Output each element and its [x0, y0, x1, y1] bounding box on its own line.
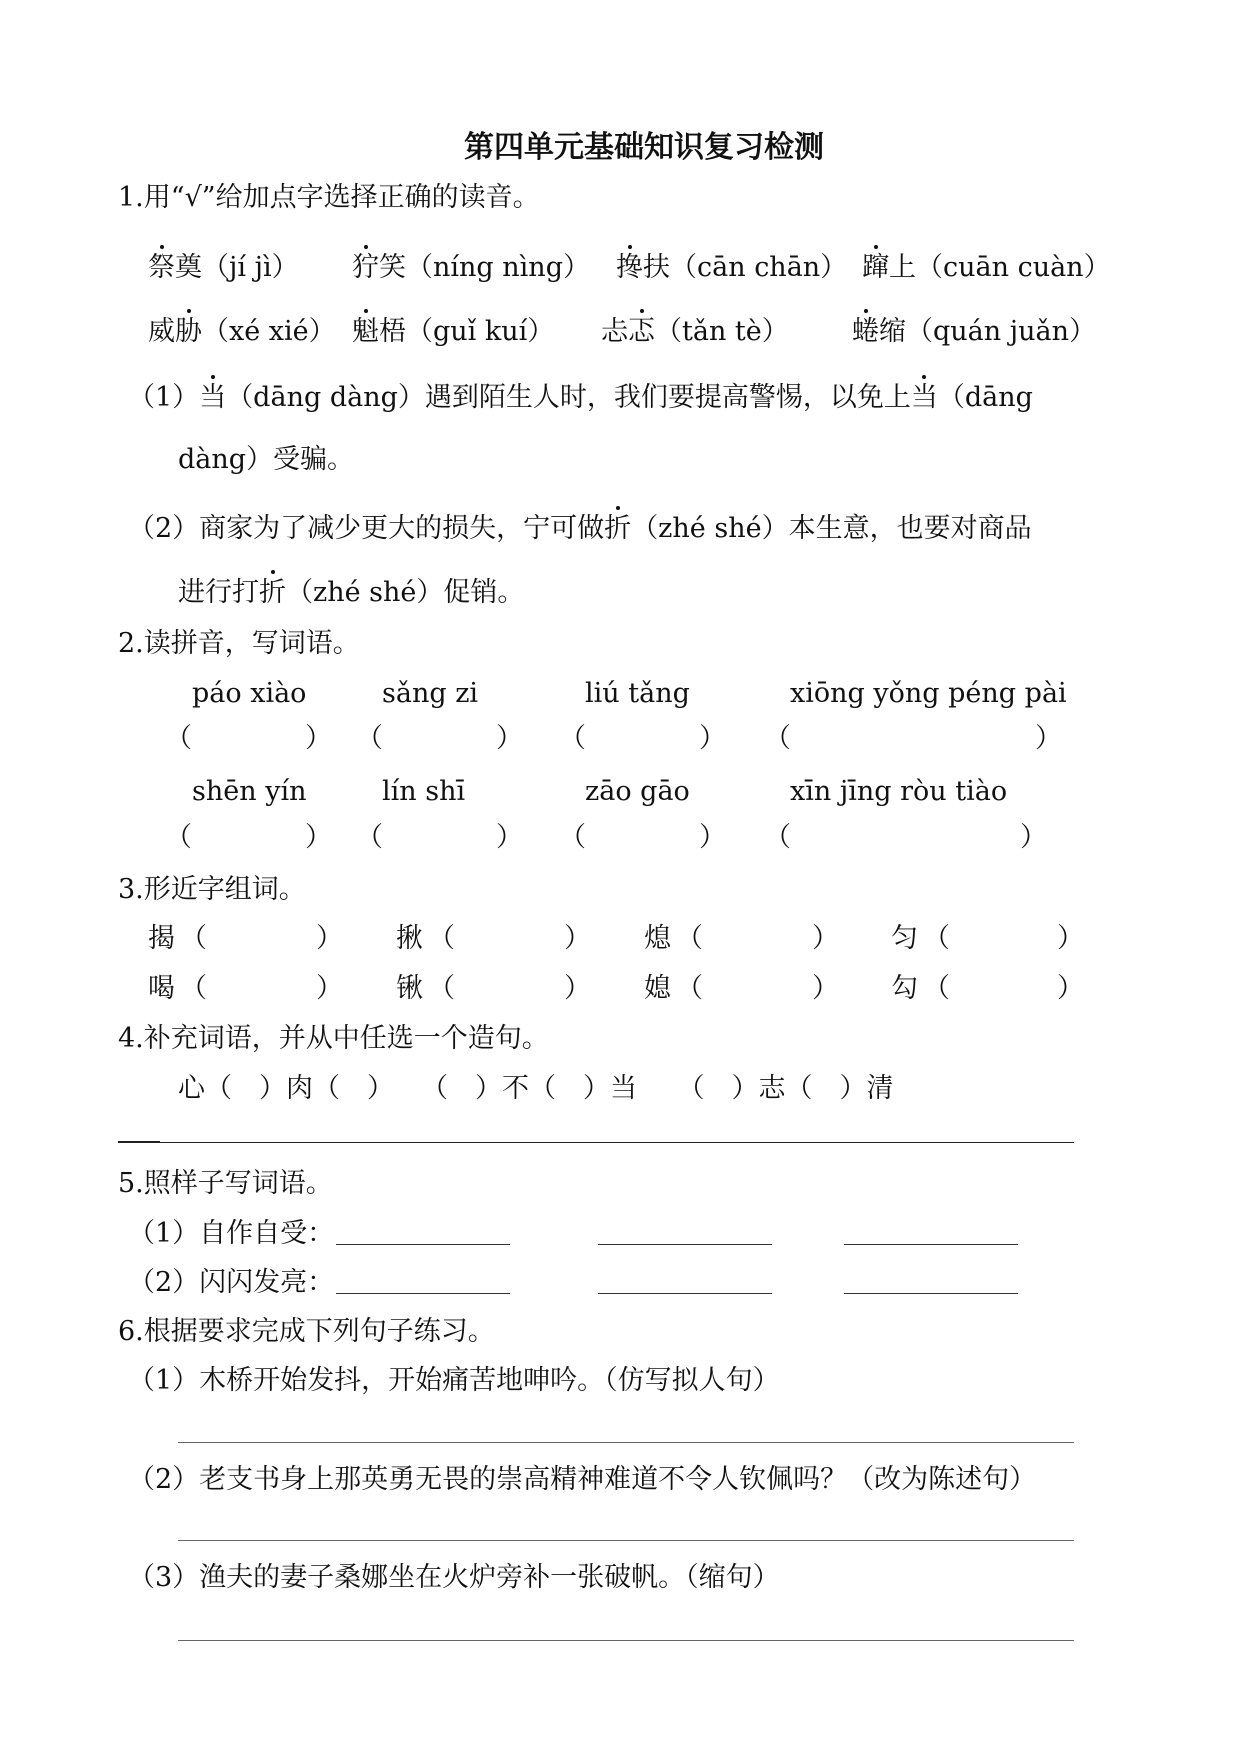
- answer-bracket-open: （: [923, 923, 950, 954]
- pinyin-prompt: shēn yín: [192, 776, 307, 807]
- answer-bracket-close: ）: [564, 973, 591, 1004]
- q5-example-2: （2）闪闪发亮：: [128, 1267, 335, 1298]
- answer-bracket-close: ）: [699, 723, 726, 754]
- q6-prompt-3: （3）渔夫的妻子桑娜坐在火炉旁补一张破帆。（缩句）: [128, 1562, 780, 1593]
- answer-bracket-close: ）: [496, 723, 523, 754]
- idiom-blanks: 心（ ）肉（ ） （ ）不（ ）当 （ ）志（ ）清: [178, 1073, 894, 1104]
- q1-item-5: 威胁（xé xié）: [148, 316, 336, 347]
- pinyin-options: （jí jì）: [202, 252, 299, 283]
- answer-bracket-close: ）: [812, 973, 839, 1004]
- pinyin-options: （tǎn tè）: [655, 316, 789, 347]
- char-prompt: 勾: [891, 973, 918, 1004]
- answer-bracket-open: （: [180, 923, 207, 954]
- q1-item-8: 蜷缩（quán juǎn）: [852, 316, 1096, 347]
- answer-bracket-open: （: [180, 973, 207, 1004]
- pinyin-options: （guǐ kuí）: [406, 316, 555, 347]
- q1-item-7: 忐忑（tǎn tè）: [601, 316, 789, 347]
- dotted-char: 魁: [352, 316, 379, 347]
- question-5-heading: 5.照样子写词语。: [118, 1168, 333, 1199]
- question-3-heading: 3.形近字组词。: [118, 874, 306, 905]
- answer-bracket-open: （: [165, 822, 192, 853]
- answer-bracket-open: （: [356, 822, 383, 853]
- pinyin-prompt: zāo gāo: [585, 776, 690, 807]
- answer-line: [178, 1442, 1074, 1443]
- question-6-heading: 6.根据要求完成下列句子练习。: [118, 1316, 495, 1347]
- q1-item-2: 狞笑（níng nìng）: [352, 252, 590, 283]
- answer-bracket-close: ）: [1057, 923, 1084, 954]
- answer-bracket-close: ）: [564, 923, 591, 954]
- answer-bracket-close: ）: [316, 973, 343, 1004]
- answer-bracket-open: （: [559, 723, 586, 754]
- answer-bracket-close: ）: [812, 923, 839, 954]
- answer-bracket-close: ）: [305, 822, 332, 853]
- pinyin-prompt: xiōng yǒng péng pài: [790, 678, 1067, 709]
- q1-sentence-1: （1）当（dāng dàng）遇到陌生人时，我们要提高警惕，以免上当（dāng: [128, 382, 1033, 413]
- q6-prompt-2: （2）老支书身上那英勇无畏的崇高精神难道不令人钦佩吗？（改为陈述句）: [128, 1464, 1037, 1495]
- q1-item-4: 蹿上（cuān cuàn）: [862, 252, 1111, 283]
- char-prompt: 锹: [396, 973, 423, 1004]
- answer-line: [178, 1540, 1074, 1541]
- answer-bracket-close: ）: [305, 723, 332, 754]
- answer-line: [598, 1293, 772, 1294]
- pinyin-options: （níng nìng）: [406, 252, 590, 283]
- char-prompt: 喝: [148, 973, 175, 1004]
- answer-line: [336, 1293, 510, 1294]
- answer-line: [844, 1293, 1018, 1294]
- q5-example-1: （1）自作自受：: [128, 1218, 335, 1249]
- pinyin-options: （quán juǎn）: [906, 316, 1096, 347]
- answer-bracket-open: （: [676, 973, 703, 1004]
- dotted-char: 狞: [352, 252, 379, 283]
- answer-bracket-open: （: [165, 723, 192, 754]
- question-2-heading: 2.读拼音，写词语。: [118, 628, 360, 659]
- pinyin-options: （xé xié）: [202, 316, 336, 347]
- answer-line: [844, 1244, 1018, 1245]
- q1-item-3: 搀扶（cān chān）: [616, 252, 848, 283]
- q1-sentence-1-cont: dàng）受骗。: [178, 444, 355, 475]
- dotted-char: 蹿: [862, 252, 889, 283]
- answer-bracket-open: （: [923, 973, 950, 1004]
- answer-line: [118, 1142, 1074, 1143]
- page-title: 第四单元基础知识复习检测: [464, 130, 824, 165]
- q1-sentence-2: （2）商家为了减少更大的损失，宁可做折（zhé shé）本生意，也要对商品: [128, 513, 1032, 544]
- char-prompt: 揪: [396, 923, 423, 954]
- dotted-char: 搀: [616, 252, 643, 283]
- answer-line: [598, 1244, 772, 1245]
- answer-bracket-open: （: [559, 822, 586, 853]
- pinyin-prompt: páo xiào: [192, 678, 307, 709]
- answer-bracket-close: ）: [699, 822, 726, 853]
- dotted-char: 忑: [628, 316, 655, 347]
- answer-bracket-close: ）: [1035, 723, 1062, 754]
- q6-prompt-1: （1）木桥开始发抖，开始痛苦地呻吟。（仿写拟人句）: [128, 1365, 780, 1396]
- dotted-char: 祭: [148, 252, 175, 283]
- char-prompt: 熄: [644, 923, 671, 954]
- q1-item-1: 祭奠（jí jì）: [148, 252, 299, 283]
- dotted-char: 折: [604, 513, 632, 544]
- question-4-heading: 4.补充词语，并从中任选一个造句。: [118, 1023, 549, 1054]
- answer-bracket-open: （: [428, 923, 455, 954]
- pinyin-prompt: liú tǎng: [585, 678, 690, 709]
- dotted-char: 折: [259, 577, 286, 608]
- dotted-char: 蜷: [852, 316, 879, 347]
- dotted-char: 当: [910, 382, 938, 413]
- answer-bracket-open: （: [676, 923, 703, 954]
- char-prompt: 揭: [148, 923, 175, 954]
- question-1-heading: 1.用“√”给加点字选择正确的读音。: [118, 182, 540, 213]
- answer-bracket-open: （: [428, 973, 455, 1004]
- answer-bracket-close: ）: [1020, 822, 1047, 853]
- pinyin-prompt: sǎng zi: [382, 678, 479, 709]
- answer-line: [336, 1244, 510, 1245]
- pinyin-prompt: lín shī: [382, 776, 466, 807]
- char-prompt: 媳: [644, 973, 671, 1004]
- dotted-char: 当: [199, 382, 227, 413]
- q1-sentence-2-cont: 进行打折（zhé shé）促销。: [178, 577, 525, 608]
- pinyin-prompt: xīn jīng ròu tiào: [790, 776, 1008, 807]
- char-prompt: 匀: [891, 923, 918, 954]
- answer-line-start: [118, 1141, 160, 1143]
- answer-bracket-open: （: [764, 723, 791, 754]
- dotted-char: 胁: [175, 316, 202, 347]
- answer-bracket-open: （: [764, 822, 791, 853]
- answer-line: [178, 1640, 1074, 1641]
- answer-bracket-open: （: [356, 723, 383, 754]
- q1-item-6: 魁梧（guǐ kuí）: [352, 316, 555, 347]
- pinyin-options: （cān chān）: [670, 252, 848, 283]
- answer-bracket-close: ）: [1057, 973, 1084, 1004]
- pinyin-options: （cuān cuàn）: [916, 252, 1111, 283]
- answer-bracket-close: ）: [496, 822, 523, 853]
- answer-bracket-close: ）: [316, 923, 343, 954]
